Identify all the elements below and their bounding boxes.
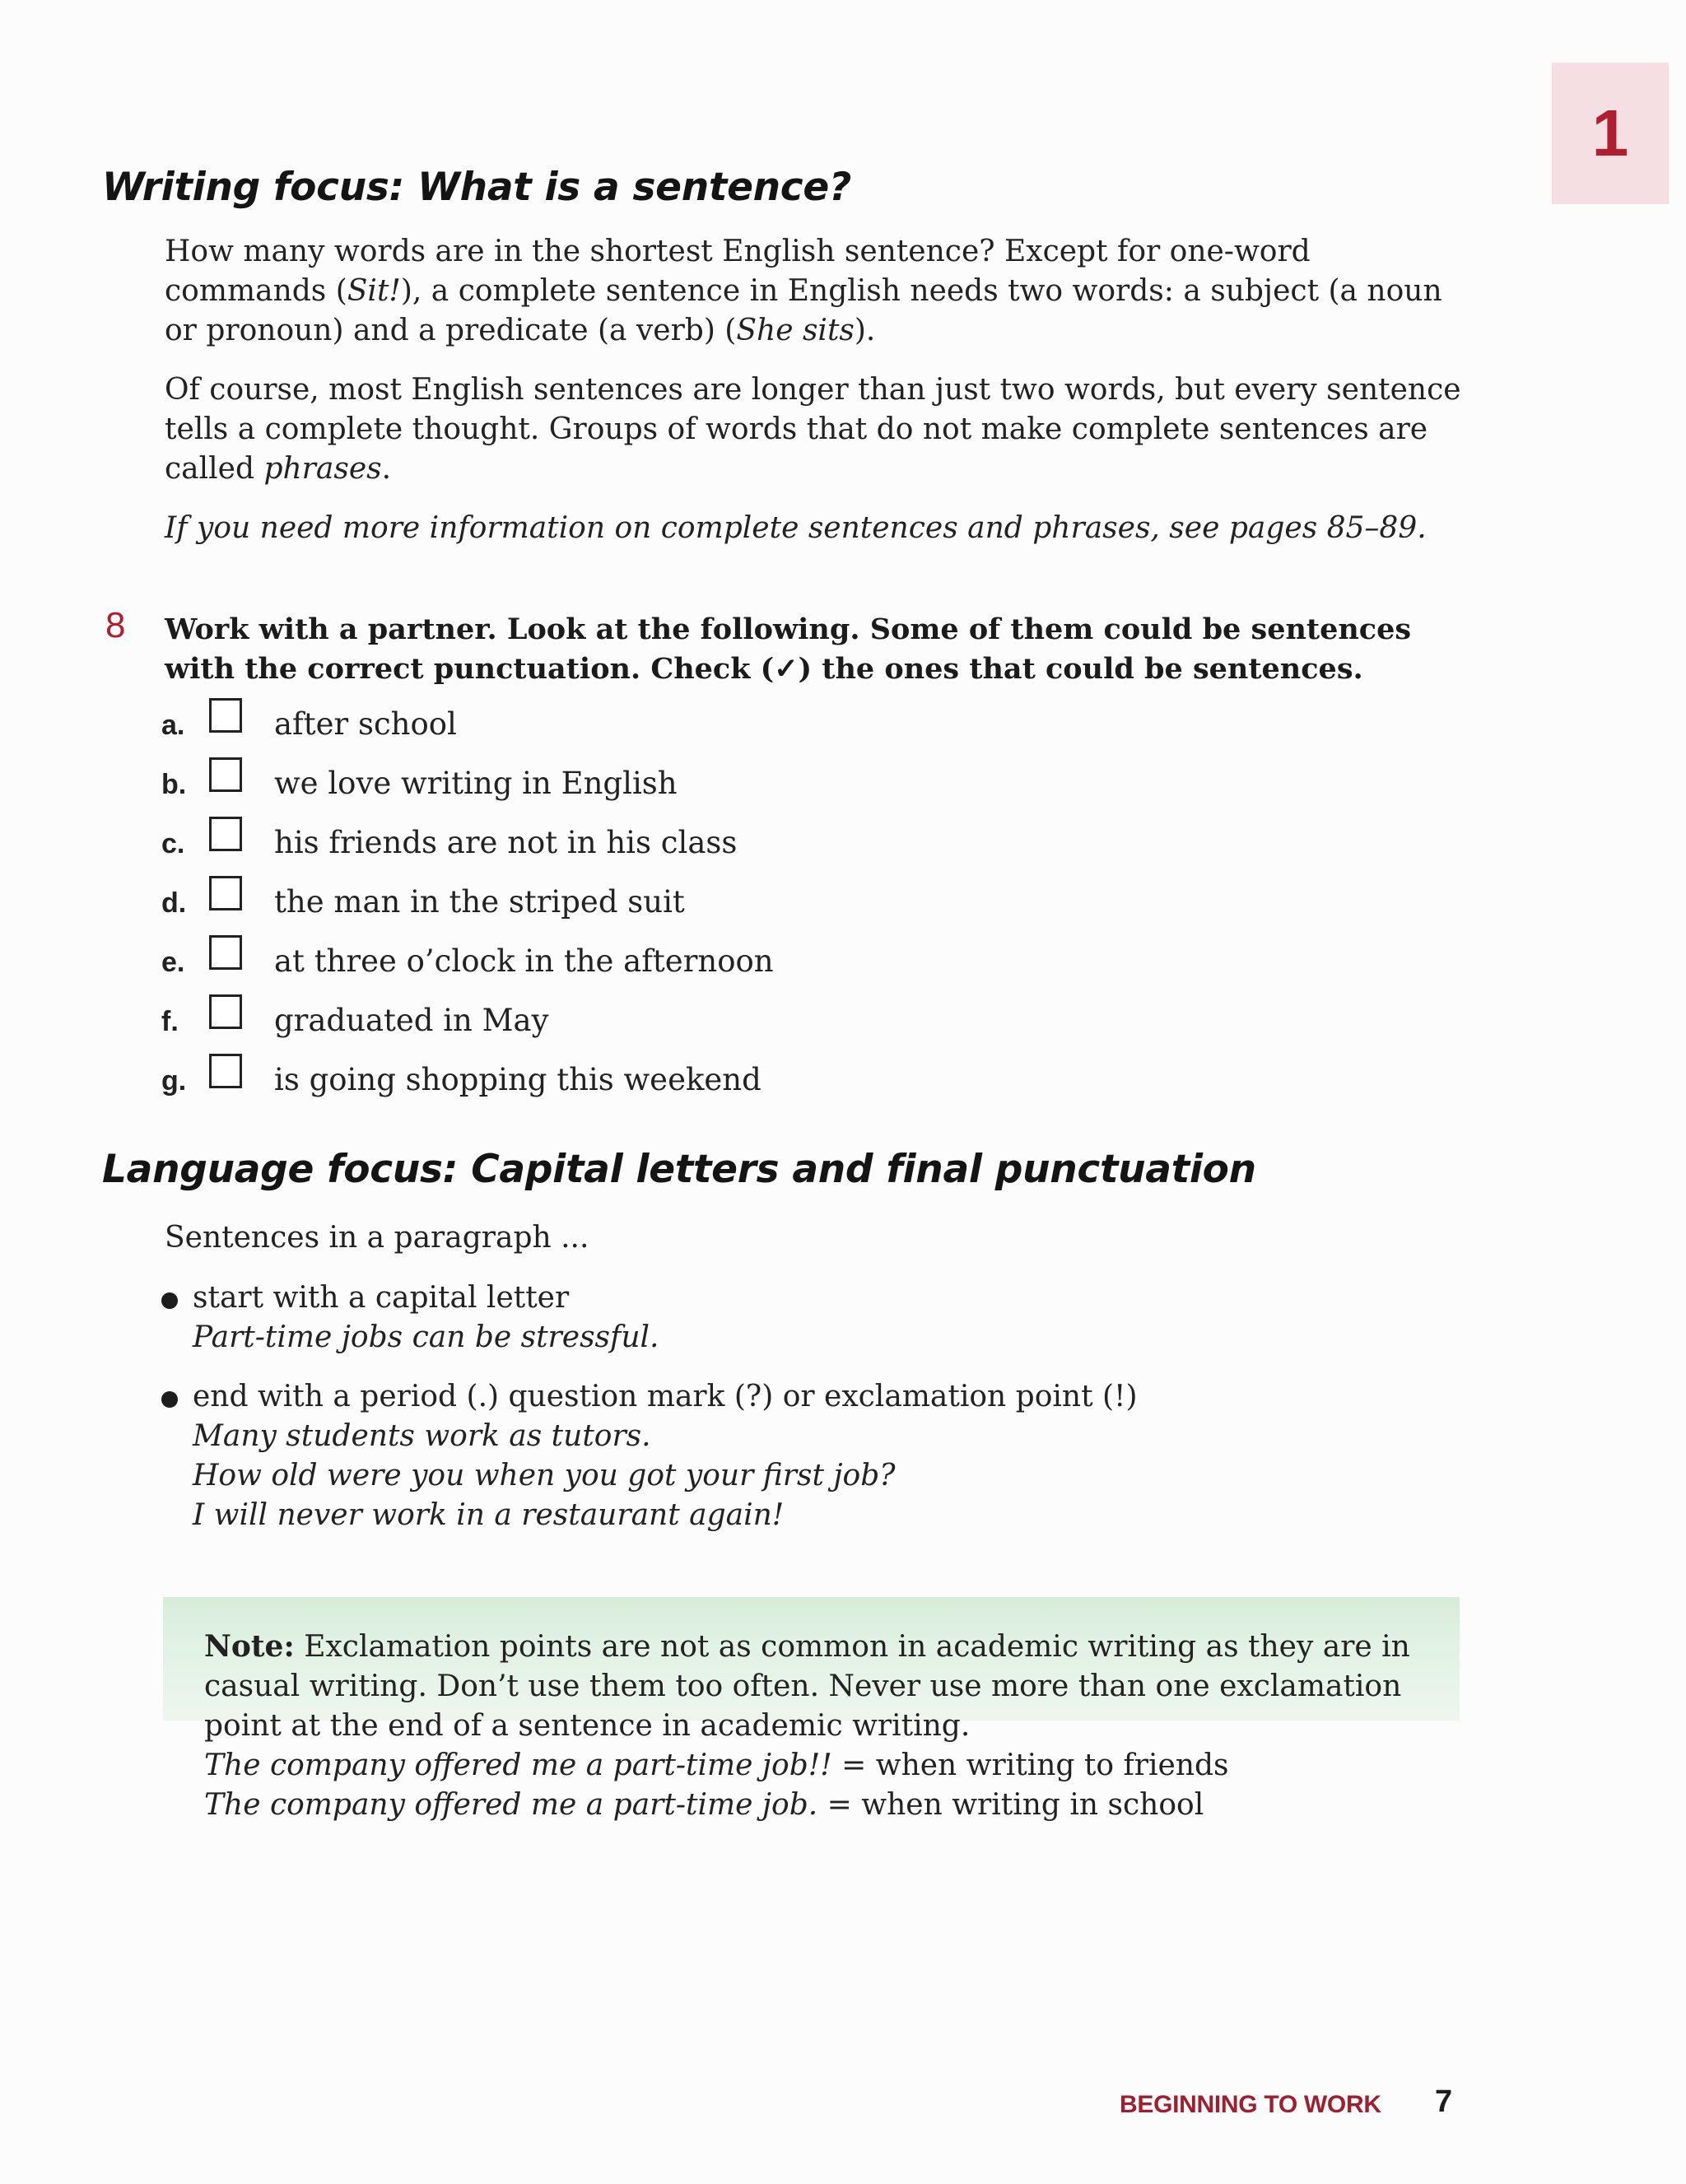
language-focus-intro: Sentences in a paragraph ... [165, 1221, 589, 1255]
writing-focus-heading: Writing focus: What is a sentence? [102, 165, 851, 210]
note-line: point at the end of a sentence in academic writing. [204, 1709, 971, 1743]
bullet-icon [161, 1391, 178, 1408]
rule-item [161, 1278, 1138, 1357]
item-letter: a. [161, 710, 185, 741]
rule-text: start with a capital letter [193, 1281, 570, 1315]
item-letter: b. [161, 769, 187, 800]
checkbox[interactable] [209, 698, 242, 733]
chapter-tab: 1 [1552, 63, 1669, 204]
exercise-number: 8 [105, 605, 126, 645]
note-line: casual writing. Don’t use them too often. Never use more than one exclamation [204, 1669, 1402, 1703]
item-letter: f. [161, 1006, 179, 1037]
item-text: at three o’clock in the afternoon [274, 943, 774, 979]
rule-example: I will never work in a restaurant again! [193, 1498, 785, 1532]
checkbox[interactable] [209, 876, 242, 910]
item-text: his friends are not in his class [274, 825, 738, 860]
item-text: after school [274, 706, 457, 742]
note-example: The company offered me a part-time job!! = when writing to friends [204, 1749, 1229, 1782]
checkbox[interactable] [209, 757, 242, 792]
exercise-instruction: Work with a partner. Look at the following. Some of them could be sentences with the correct punctuation. Check (✓) the ones that could be sentences. [165, 612, 1412, 686]
item-letter: g. [161, 1065, 187, 1097]
rule-text: end with a period (.) question mark (?) or exclamation point (!) [193, 1380, 1138, 1413]
checkbox[interactable] [209, 1054, 242, 1088]
rule-item [161, 1377, 1138, 1535]
reference-note: If you need more information on complete sentences and phrases, see pages 85–89. [165, 511, 1427, 545]
item-text: graduated in May [274, 1003, 549, 1038]
note-line: Note: Exclamation points are not as common in academic writing as they are in [204, 1629, 1410, 1664]
language-focus-heading: Language focus: Capital letters and final punctuation [102, 1147, 1256, 1192]
checkbox[interactable] [209, 817, 242, 851]
rule-example: Part-time jobs can be stressful. [193, 1320, 659, 1354]
item-text: the man in the striped suit [274, 884, 685, 920]
page-number: 7 [1435, 2084, 1453, 2119]
rule-example: How old were you when you got your first job? [193, 1459, 896, 1492]
item-text: we love writing in English [274, 766, 678, 801]
writing-focus-paragraph-1: How many words are in the shortest English sentence? Except for one-word commands (Sit!), a complete sentence in English needs two words: a subject (a noun or pronoun) and a predicate (a verb) (She sits). [165, 235, 1442, 347]
checkbox[interactable] [209, 935, 242, 970]
rule-list [161, 1278, 1138, 1555]
checkbox[interactable] [209, 994, 242, 1029]
writing-focus-paragraph-2: Of course, most English sentences are longer than just two words, but every sentence tells a complete thought. Groups of words that do not make complete sentences are called phrases. [165, 373, 1461, 486]
note [204, 1627, 1455, 1825]
rule-example: Many students work as tutors. [193, 1419, 651, 1453]
bullet-icon [161, 1292, 178, 1309]
note-label: Note: [204, 1629, 295, 1664]
item-letter: d. [161, 887, 187, 919]
note-example: The company offered me a part-time job. = when writing in school [204, 1788, 1204, 1822]
footer-chapter-title: BEGINNING TO WORK [1120, 2091, 1381, 2118]
item-letter: e. [161, 947, 185, 978]
item-text: is going shopping this weekend [274, 1062, 761, 1097]
item-letter: c. [161, 828, 185, 859]
